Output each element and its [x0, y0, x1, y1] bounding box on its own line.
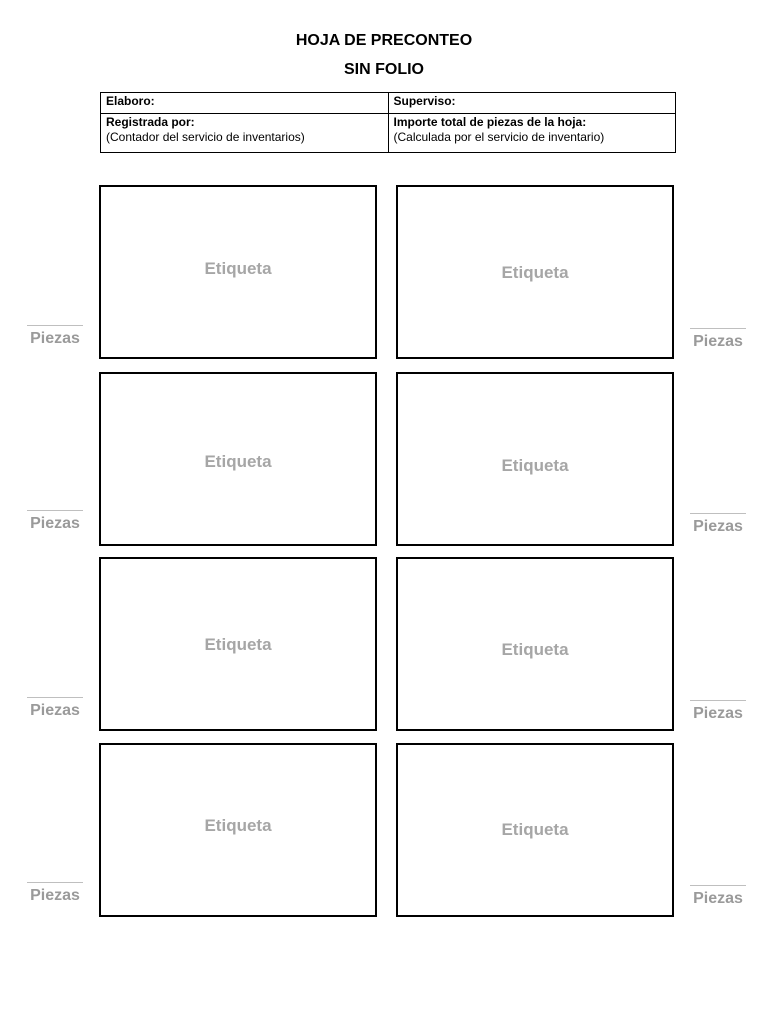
piezas-marker-right-3[interactable]: Piezas: [690, 700, 746, 723]
piezas-marker-left-3[interactable]: Piezas: [27, 697, 83, 720]
piezas-marker-right-4[interactable]: Piezas: [690, 885, 746, 908]
header-table: [100, 92, 676, 153]
label-box-text: Etiqueta: [204, 635, 272, 654]
elaboro-label: Elaboro:: [106, 94, 155, 108]
page-title: HOJA DE PRECONTEO: [295, 32, 473, 49]
importe-label: Importe total de piezas de la hoja:: [393, 115, 587, 129]
superviso-cell[interactable]: [388, 93, 676, 114]
registrada-cell[interactable]: [101, 114, 389, 153]
piezas-marker-right-2[interactable]: Piezas: [690, 513, 746, 536]
registrada-label: Registrada por:: [106, 115, 195, 129]
label-box-5[interactable]: [99, 557, 377, 731]
label-box-6[interactable]: [396, 557, 674, 731]
label-box-1[interactable]: [99, 185, 377, 359]
label-box-text: Etiqueta: [204, 452, 272, 471]
label-box-7[interactable]: [99, 743, 377, 917]
piezas-marker-left-1[interactable]: Piezas: [27, 325, 83, 348]
label-box-3[interactable]: [99, 372, 377, 546]
header-row-1: [101, 93, 676, 114]
page-subtitle: SIN FOLIO: [344, 61, 424, 78]
label-box-text: Etiqueta: [501, 640, 569, 659]
label-box-text: Etiqueta: [501, 263, 569, 282]
label-box-2[interactable]: [396, 185, 674, 359]
registrada-note: (Contador del servicio de inventarios): [106, 130, 305, 144]
importe-note: (Calculada por el servicio de inventario): [393, 130, 605, 144]
header-row-2: [101, 114, 676, 153]
label-box-4[interactable]: [396, 372, 674, 546]
importe-cell[interactable]: [388, 114, 676, 153]
elaboro-cell[interactable]: [101, 93, 389, 114]
piezas-marker-right-1[interactable]: Piezas: [690, 328, 746, 351]
label-box-text: Etiqueta: [204, 259, 272, 278]
label-box-text: Etiqueta: [204, 816, 272, 835]
piezas-marker-left-2[interactable]: Piezas: [27, 510, 83, 533]
label-box-text: Etiqueta: [501, 456, 569, 475]
piezas-marker-left-4[interactable]: Piezas: [27, 882, 83, 905]
label-box-8[interactable]: [396, 743, 674, 917]
label-box-text: Etiqueta: [501, 820, 569, 839]
superviso-label: Superviso:: [393, 94, 456, 108]
